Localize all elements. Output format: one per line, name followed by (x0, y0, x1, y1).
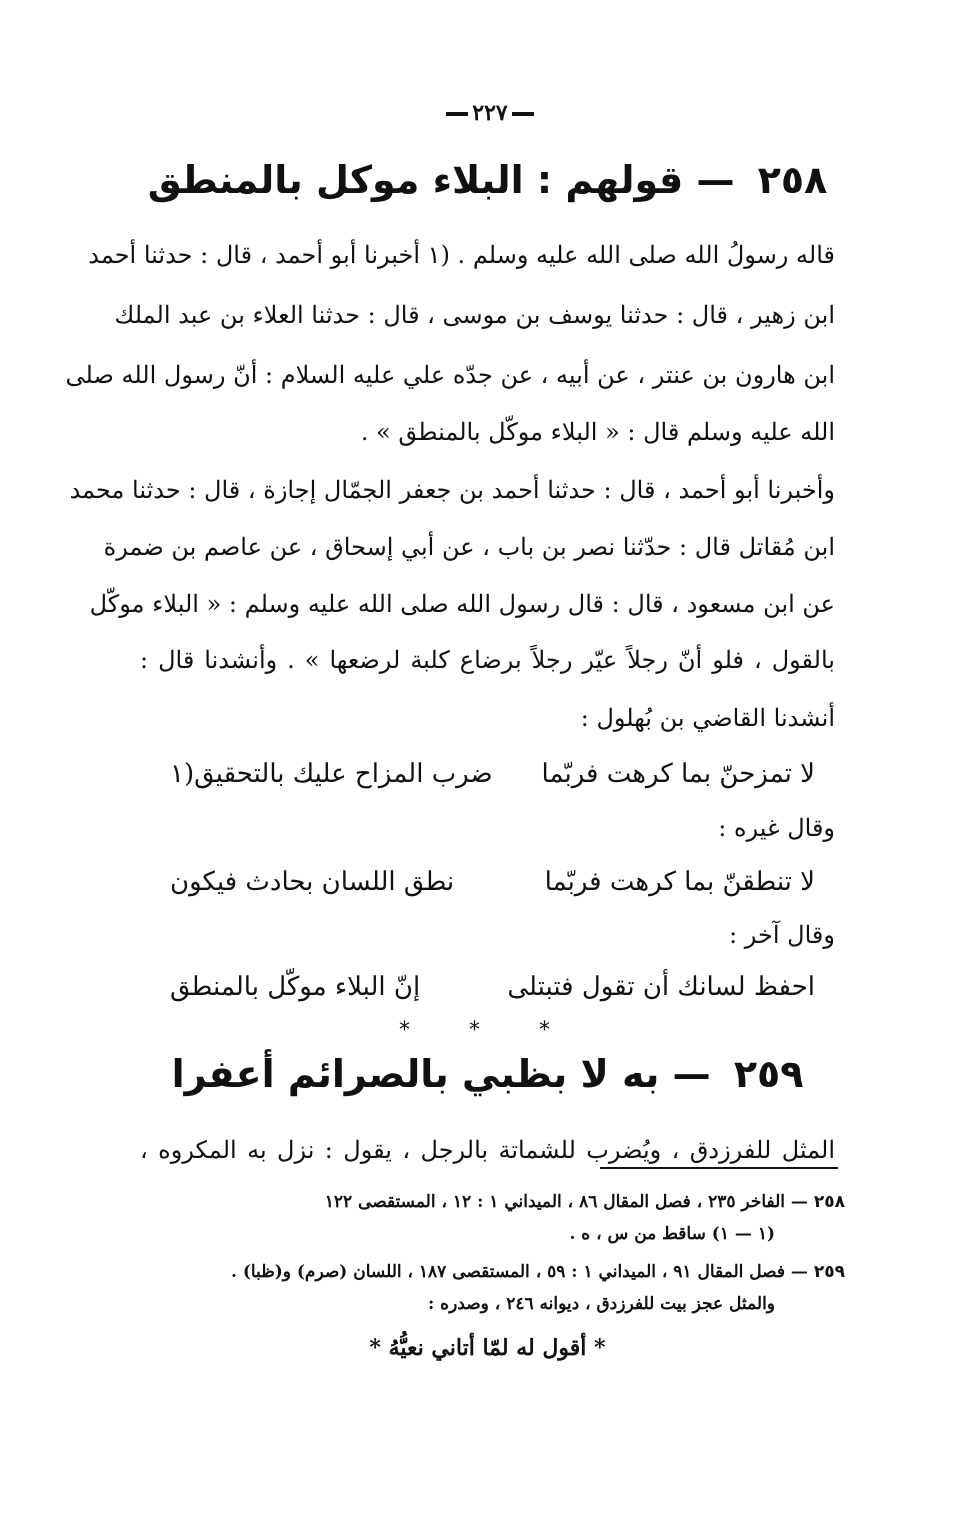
section-separator: * * * (399, 1018, 576, 1043)
footnote-258-note: (١ — ١) ساقط من س ، ه . (569, 1224, 775, 1244)
verse-1-first-hemistich: لا تمزحنّ بما كرهت فربّما (541, 759, 815, 789)
verse-3-first-hemistich: احفظ لسانك أن تقول فتبتلى (507, 972, 815, 1002)
footnote-259-number: ٢٥٩ (813, 1262, 845, 1282)
verse-3-intro: وقال آخر : (729, 921, 835, 949)
entry-258-line-7: عن ابن مسعود ، قال : قال رسول الله صلى الله عليه وسلم : « البلاء موكّل (89, 590, 835, 618)
footnote-259-text: — فصل المقال ٩١ ، الميداني ١ : ٥٩ ، المستقصى ١٨٧ ، اللسان (صرم) و(ظبا) . (231, 1262, 808, 1282)
entry-258-line-4: الله عليه وسلم قال : « البلاء موكّل بالمنطق » . (360, 418, 835, 446)
footnote-259-verse: * أقول له لمّا أتاني نعيُّهُ * (369, 1335, 606, 1361)
footnote-rule (600, 1167, 838, 1169)
verse-2 (170, 860, 815, 904)
entry-258-line-1: قاله رسولُ الله صلى الله عليه وسلم . (١ أخبرنا أبو أحمد ، قال : حدثنا أحمد (88, 241, 835, 269)
page-number: ٢٢٧ (440, 100, 540, 126)
entry-258-dash: — (696, 158, 735, 202)
verse-1 (170, 752, 815, 796)
footnote-258-text: — الفاخر ٢٣٥ ، فصل المقال ٨٦ ، الميداني ١ : ١٢ ، المستقصى ١٢٢ (324, 1192, 808, 1212)
footnote-259-note: والمثل عجز بيت للفرزدق ، ديوانه ٢٤٦ ، وصدره : (427, 1294, 775, 1314)
footnote-259 (130, 1258, 845, 1286)
entry-259-number: ٢٥٩ (733, 1052, 804, 1096)
entry-258-line-2: ابن زهير ، قال : حدثنا يوسف بن موسى ، قال : حدثنا العلاء بن عبد الملك (114, 301, 835, 329)
footnote-258 (130, 1188, 845, 1216)
verse-3-second-hemistich: إنّ البلاء موكّل بالمنطق (170, 972, 421, 1002)
verse-2-intro: وقال غيره : (718, 814, 835, 842)
entry-259-heading (140, 1052, 835, 1096)
entry-258-heading (140, 158, 835, 202)
verse-1-second-hemistich: ضرب المزاح عليك بالتحقيق(١ (170, 759, 493, 789)
verse-2-second-hemistich: نطق اللسان بحادث فيكون (170, 867, 455, 897)
entry-258-number: ٢٥٨ (757, 158, 828, 202)
entry-258-line-5: وأخبرنا أبو أحمد ، قال : حدثنا أحمد بن جعفر الجمّال إجازة ، قال : حدثنا محمد (69, 476, 835, 504)
entry-259-title: به لا بظبي بالصرائم أعفرا (171, 1052, 660, 1096)
verse-2-first-hemistich: لا تنطقنّ بما كرهت فربّما (544, 867, 815, 897)
entry-258-line-3: ابن هارون بن عنتر ، عن أبيه ، عن جدّه علي عليه السلام : أنّ رسول الله صلى (65, 361, 835, 389)
entry-258-line-8: بالقول ، فلو أنّ رجلاً عيّر رجلاً برضاع كلبة لرضعها » . وأنشدنا قال : (140, 646, 835, 674)
entry-258-line-9: أنشدنا القاضي بن بُهلول : (580, 704, 835, 732)
entry-258-line-6: ابن مُقاتل قال : حدّثنا نصر بن باب ، عن أبي إسحاق ، عن عاصم بن ضمرة (103, 533, 835, 561)
entry-259-dash: — (672, 1052, 711, 1096)
entry-259-line-1: المثل للفرزدق ، ويُضرب للشماتة بالرجل ، يقول : نزل به المكروه ، (140, 1136, 835, 1164)
entry-258-title: قولهم : البلاء موكل بالمنطق (147, 158, 684, 202)
footnote-258-number: ٢٥٨ (813, 1192, 845, 1212)
verse-3 (170, 965, 815, 1009)
